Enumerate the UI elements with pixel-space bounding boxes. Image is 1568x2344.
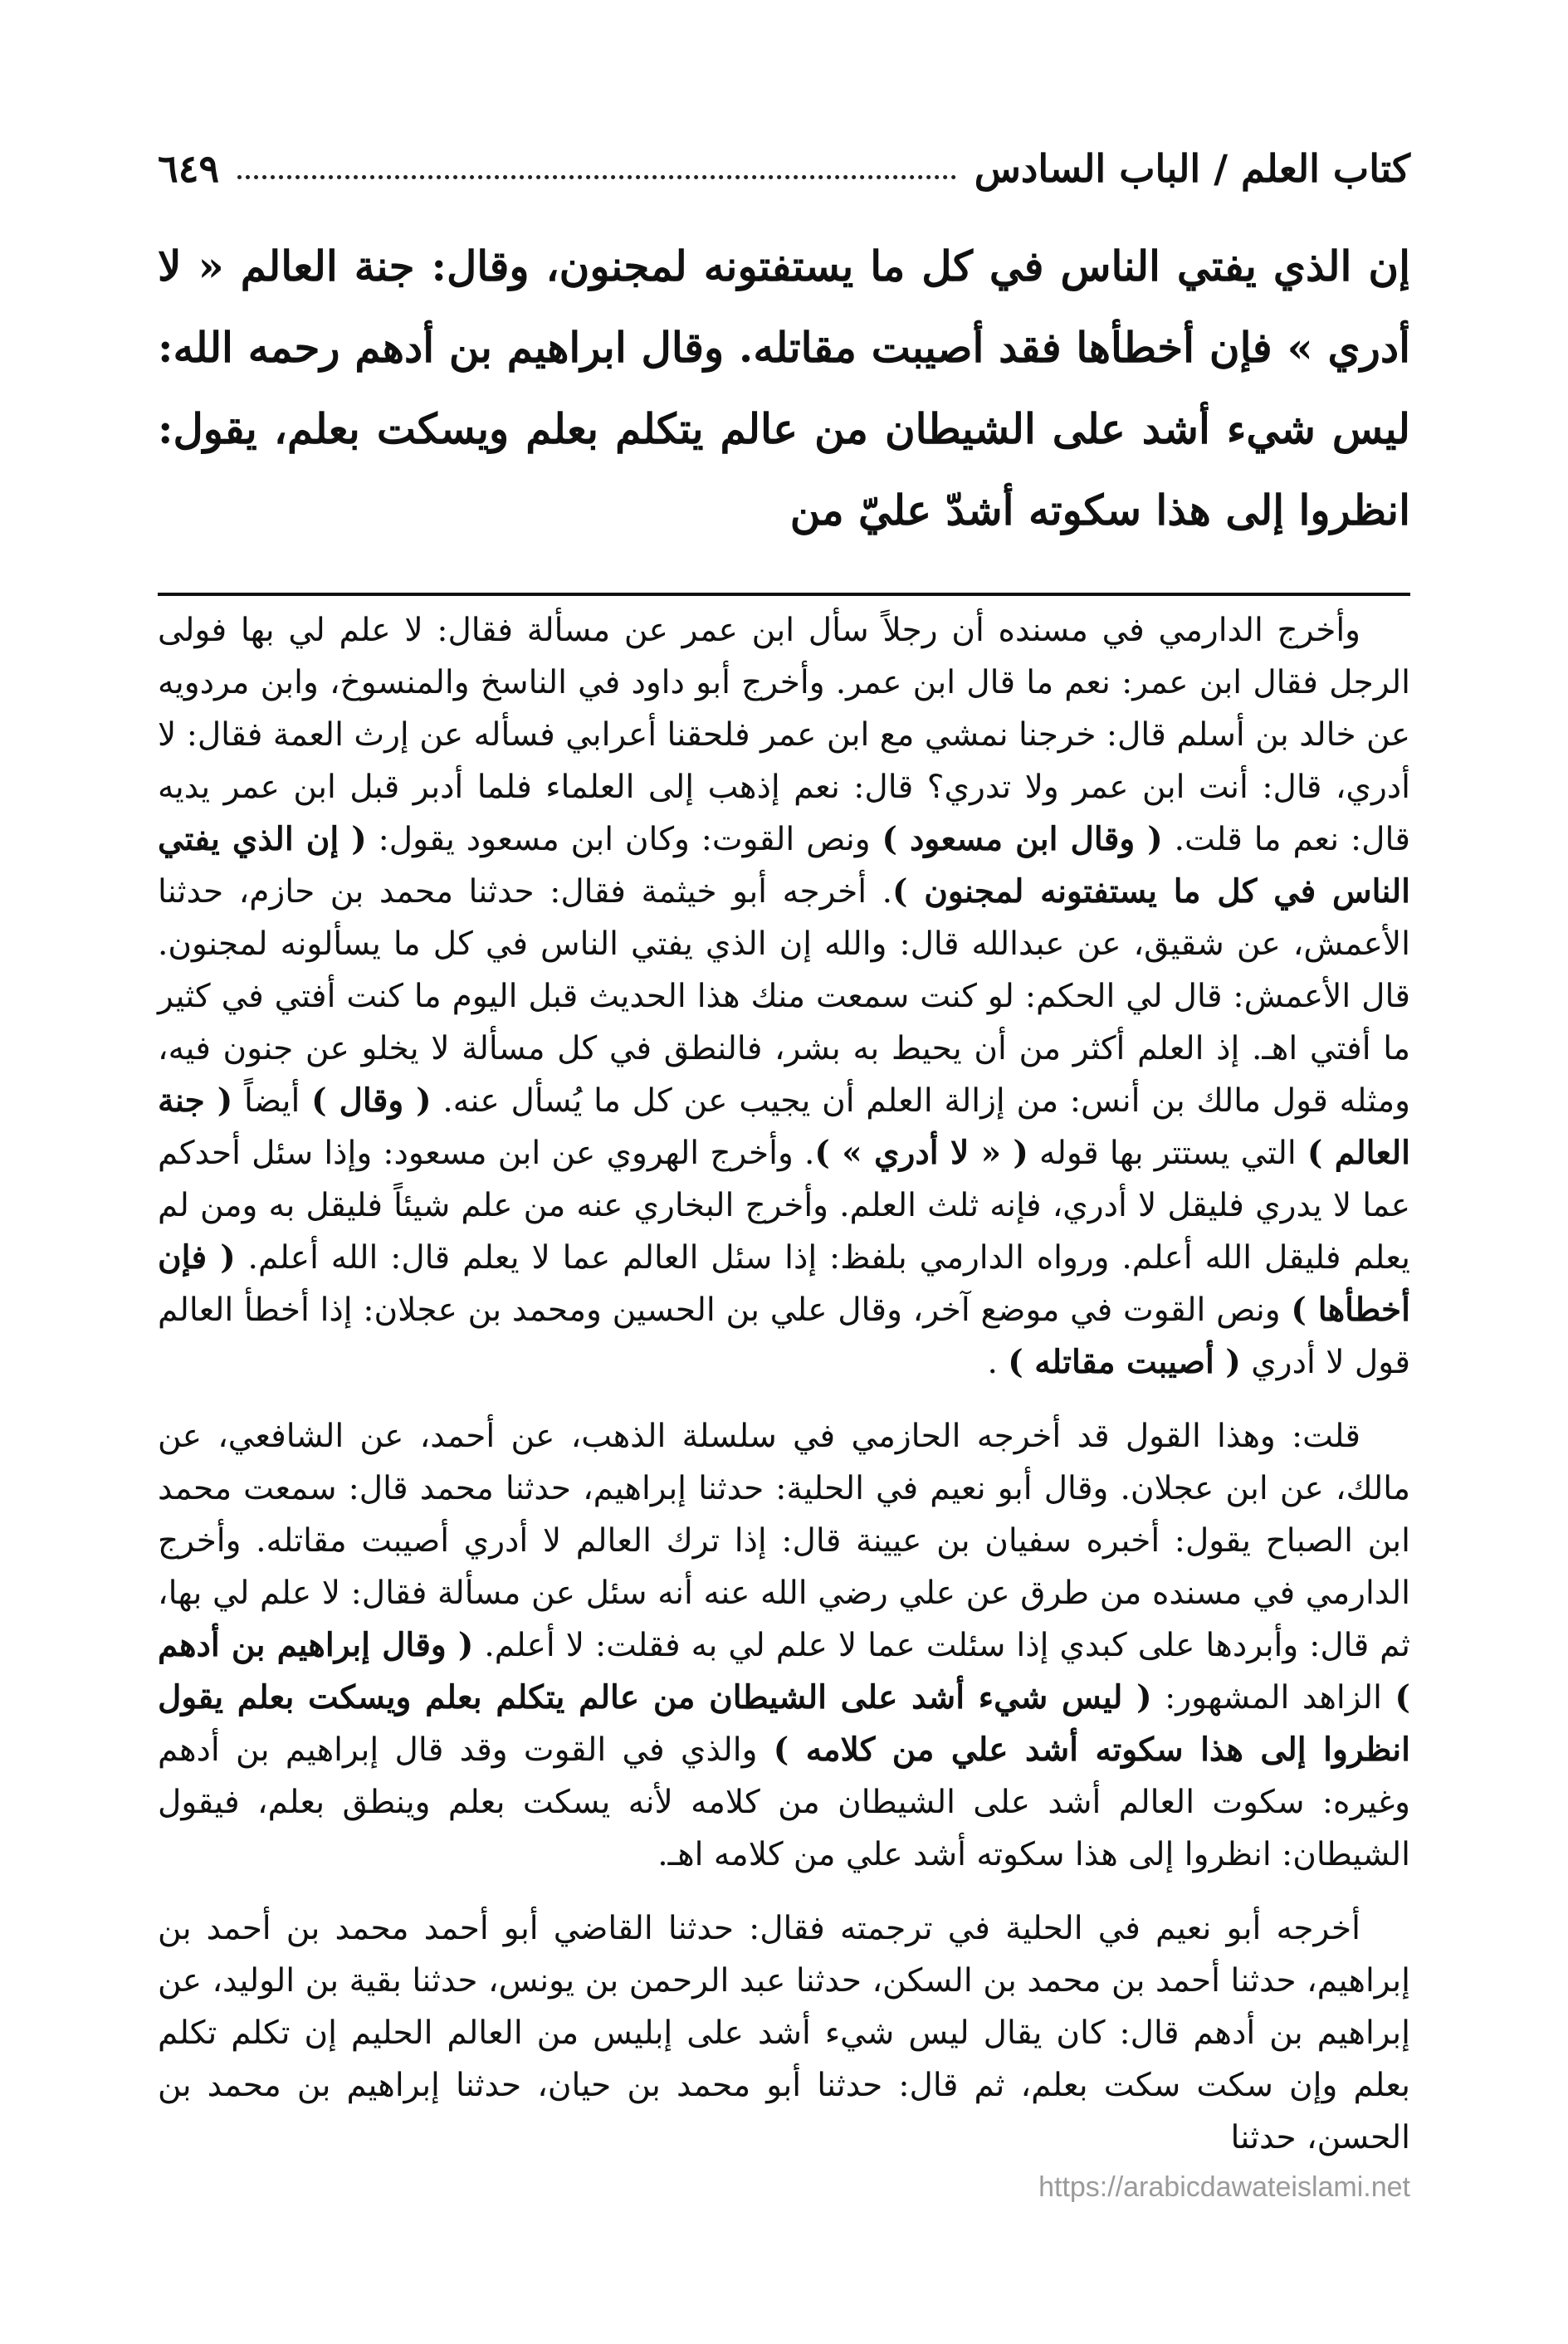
chapter-title: كتاب العلم / الباب السادس <box>974 146 1410 191</box>
footnote-divider <box>158 593 1410 596</box>
page-number: ٦٤٩ <box>158 146 220 191</box>
quoted-phrase: ( إن الذي يفتي الناس في كل ما يستفتونه لمجنون ) <box>158 820 1410 911</box>
quoted-phrase: ( جنة العالم ) <box>158 1082 1410 1172</box>
footnote-text: ونص القوت: وكان ابن مسعود يقول: <box>378 821 871 858</box>
source-watermark: https://arabicdawateislami.net <box>1038 2171 1410 2203</box>
dotted-leader <box>237 175 956 179</box>
footnote-text: قلت: وهذا القول قد أخرجه الحازمي في سلسلة الذهب، عن أحمد، عن الشافعي، عن مالك، عن ابن عجلان. وقال أبو نعيم في الحلية: حدثنا إبراهيم، حدثنا محمد قال: سمعت محمد ابن الصباح يقول: أخبره سفيان بن عيينة قال: إذا ترك العالم لا أدري أصيبت مقاتله. وأخرج الدارمي في مسنده من طرق عن علي رضي الله عنه أنه سئل عن مسألة فقال: لا علم لي بها، ثم قال: وأبردها على كبدي إذا سئلت عما لا علم لي به فقلت: لا أعلم. <box>158 1418 1410 1664</box>
quoted-phrase: ( « لا أدري » ) <box>814 1134 1028 1172</box>
footnote-text: . أخرجه أبو خيثمة فقال: حدثنا محمد بن حازم، حدثنا الأعمش، عن شقيق، عن عبدالله قال: والله إن الذي يفتي الناس في كل ما يسألونه لمجنون. قال الأعمش: قال لي الحكم: لو كنت سمعت منك هذا الحديث قبل اليوم ما كنت أفتي في كثير ما أفتي اهـ. إذ العلم أكثر من أن يحيط به بشر، فالنطق في كل مسألة لا يخلو عن جنون فيه، ومثله قول مالك بن أنس: من إزالة العلم أن يجيب عن كل ما يُسأل عنه. <box>158 873 1410 1120</box>
quoted-phrase: ( ليس شيء أشد على الشيطان من عالم يتكلم بعلم ويسكت بعلم يقول انظروا إلى هذا سكوته أشد علي من كلامه ) <box>158 1678 1410 1769</box>
main-text: إن الذي يفتي الناس في كل ما يستفتونه لمجنون، وقال: جنة العالم « لا أدري » فإن أخطأها فقد أصيبت مقاتله. وقال ابراهيم بن أدهم رحمه الله: ليس شيء أشد على الشيطان من عالم يتكلم بعلم ويسكت بعلم، يقول: انظروا إلى هذا سكوته أشدّ عليّ من <box>158 242 1410 535</box>
quoted-phrase: ( وقال إبراهيم بن أدهم ) <box>158 1626 1410 1716</box>
footnote-paragraph-1 <box>158 604 1410 1389</box>
footnote-paragraph-2 <box>158 1410 1410 1881</box>
footnote-text: أخرجه أبو نعيم في الحلية في ترجمته فقال: حدثنا القاضي أبو أحمد محمد بن أحمد بن إبراهيم، حدثنا أحمد بن محمد بن السكن، حدثنا عبد الرحمن بن يونس، حدثنا بقية بن الوليد، عن إبراهيم بن أدهم قال: كان يقال ليس شيء أشد على إبليس من العالم الحليم إن تكلم تكلم بعلم وإن سكت سكت بعلم، ثم قال: حدثنا أبو محمد بن حيان، حدثنا إبراهيم بن محمد بن الحسن، حدثنا <box>158 1910 1410 2156</box>
quoted-phrase: ( فإن أخطأها ) <box>158 1238 1410 1329</box>
footnote-text: وأخرج الدارمي في مسنده أن رجلاً سأل ابن عمر عن مسألة فقال: لا علم لي بها فولى الرجل فقال ابن عمر: نعم ما قال ابن عمر. وأخرج أبو داود في الناسخ والمنسوخ، وابن مردويه عن خالد بن أسلم قال: خرجنا نمشي مع ابن عمر فلحقنا أعرابي فسأله عن إرث العمة فقال: لا أدري، قال: أنت ابن عمر ولا تدري؟ قال: نعم إذهب إلى العلماء فلما أدبر قبل ابن عمر يديه قال: نعم ما قلت. <box>158 612 1410 858</box>
running-header <box>158 125 1410 191</box>
footnote-text: . <box>987 1344 998 1381</box>
footnote-text: . وأخرج الهروي عن ابن مسعود: وإذا سئل أحدكم عما لا يدري فليقل لا أدري، فإنه ثلث العلم. وأخرج البخاري عنه من علم شيئاً فليقل به ومن لم يعلم فليقل الله أعلم. ورواه الدارمي بلفظ: إذا سئل العالم عما لا يعلم قال: الله أعلم. <box>158 1135 1410 1277</box>
footnote-text: ونص القوت في موضع آخر، وقال علي بن الحسين ومحمد بن عجلان: إذا أخطأ العالم قول لا أدري <box>158 1292 1410 1381</box>
quoted-phrase: ( أصيبت مقاتله ) <box>1008 1343 1241 1381</box>
quoted-phrase: ( وقال ابن مسعود ) <box>882 820 1163 858</box>
footnote-text: والذي في القوت وقد قال إبراهيم بن أدهم وغيره: سكوت العالم أشد على الشيطان من كلامه لأنه يسكت بعلم وينطق بعلم، فيقول الشيطان: انظروا إلى هذا سكوته أشد علي من كلامه اهـ. <box>158 1731 1410 1873</box>
footnote-text: أيضاً <box>243 1082 300 1120</box>
footnote-text: الزاهد المشهور: <box>1165 1679 1382 1716</box>
footnote-paragraph-3 <box>158 1902 1410 2164</box>
footnote-text: التي يستتر بها قوله <box>1039 1135 1297 1172</box>
quoted-phrase: ( وقال ) <box>311 1082 432 1120</box>
